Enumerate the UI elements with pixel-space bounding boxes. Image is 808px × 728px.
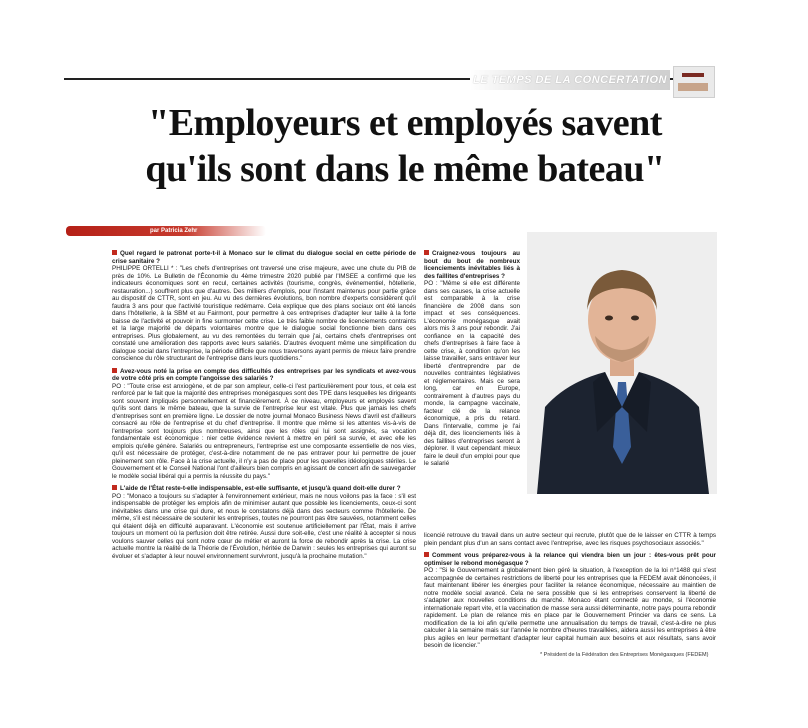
section-rubric: LE TEMPS DE LA CONCERTATION <box>470 70 670 90</box>
headline-line-2: qu'ils sont dans le même bateau" <box>145 148 665 190</box>
question-2: Avez-vous noté la prise en compte des difficultés des entreprises par les syndicats et avez-vous de votre côté pris en compte l'angoisse des salariés ? <box>112 367 416 382</box>
portrait-illustration <box>527 232 717 494</box>
right-bottom-column <box>424 532 716 655</box>
question-5: Comment vous préparez-vous à la relance qui viendra bien un jour : êtes-vous prêt pour optimiser le rebond monégasque ? <box>424 552 716 567</box>
footnote: * Président de la Fédération des Entreprises Monégasques (FEDEM) <box>540 652 709 658</box>
question-3: L'aide de l'État reste-t-elle indispensable, est-elle suffisante, et jusqu'à quand doit-elle durer ? <box>112 485 416 493</box>
answer-4: PO : "Même si elle est différente dans ses causes, la crise actuelle est comparable à la crise financière de 2008 dans son impact et ses conséquences. L'économie monégasque avait alors mis 3 ans pour rebondir. J'ai confiance en la capacité des chefs d'entreprises à faire face à cette crise, à condition qu'on les laisse travailler, sans entraver leur liberté d'entreprendre par de nouvelles contraintes législatives et réglementaires. Mais ce sera long, car en Europe, contrairement à d'autres pays du monde, la campagne vaccinale, facteur clé de la relance économique, a pris du retard. Dans l'intervalle, comme je l'ai déjà dit, des licenciements liés à des faillites d'entreprises seront à déplorer. Il vaut cependant mieux faire le deuil d'un emploi pour que le salarié <box>424 280 520 467</box>
answer-2: PO : "Toute crise est anxiogène, et de par son ampleur, celle-ci l'est particulièrement pour tous, et cela est renforcé par le fait que la majorité des entreprises monégasques sont des TPE dans lesquelles les dirigeants sont souvent impliqués personnellement et financièrement. À ce niveau, employeurs et employés savent qu'ils sont dans le même bateau, que la survie de l'entreprise leur est vitale. Plus que jamais les chefs d'entreprises sont en première ligne. Le dossier de notre journal Monaco Business News d'avril est d'ailleurs consacré au rôle de l'entreprise et du chef d'entreprise. Il montre que même si les attentes vis-à-vis de l'entreprise sont toujours plus nombreuses, ainsi que les rôles qui lui sont assignés, sa vocation fondamentale est économique : nier cette évidence revient à mettre en péril sa survie, et avec elle les emplois qu'elle génère. Salariés ou entrepreneurs, l'entreprise est une composante essentielle de nos vies, qu'il est nécessaire de protéger, c'est-à-dire notamment de ne pas entraver pour lui permettre de jouer pleinement son rôle. Face à la crise actuelle, il n'y a pas de place pour les querelles idéologiques stériles. Le Gouvernement et le Conseil National l'ont d'ailleurs bien compris en agissant de concert afin de sauvegarder le modèle social libéral qui a permis la réussite du pays." <box>112 382 416 480</box>
question-1: Quel regard le patronat porte-t-il à Monaco sur le climat du dialogue social en cette période de crise sanitaire ? <box>112 250 416 265</box>
answer-4-continuation: licencié retrouve du travail dans un autre secteur qui recrute, plutôt que de le laisser en CTTR à temps plein pendant plus d'un an sans contact avec l'entreprise, avec les risques psychosociaux associés." <box>424 532 716 547</box>
headline-line-1: "Employeurs et employés savent <box>148 102 662 144</box>
rubric-pictogram <box>673 66 715 98</box>
question-4: Craignez-vous toujours au bout du bout de nombreux licenciements inévitables liés à des faillites d'entreprises ? <box>424 250 520 280</box>
article-headline <box>60 100 750 192</box>
portrait-photo <box>527 232 717 494</box>
middle-column <box>424 250 520 473</box>
byline: par Patricia Zehr <box>150 228 198 234</box>
answer-3: PO : "Monaco a toujours su s'adapter à l'environnement extérieur, mais ne nous voilons pas la face : s'il est indispensable de protéger les emplois afin de minimiser autant que possible les licenciements, ceux-ci sont inévitables dans une crise qui dure, et nous le constatons déjà dans des secteurs comme l'hôtellerie. De même, s'il est nécessaire de soutenir les entreprises, toutes ne pourront pas être sauvées, notamment celles qui étaient déjà en difficulté auparavant. L'économie est soutenue artificiellement par l'État, mais il arrive toujours un moment où la perfusion doit être retirée. Aussi dure soit-elle, c'est une réalité à accepter si nous voulons sauver celles qui sont notre cœur de métier et auront la force de rebondir après la crise. La crise actuelle montre la réalité de la Théorie de l'Évolution, héritée de Darwin : seules les entreprises qui auront su évoluer et s'adapter à leur nouvel environnement survivront, jusqu'à la prochaine mutation." <box>112 492 416 560</box>
left-column <box>112 250 416 565</box>
answer-1: PHILIPPE ORTELLI * : "Les chefs d'entreprises ont traversé une crise majeure, avec une chute du PIB de près de 10%. Le Bulletin de l'Économie du 4ème trimestre 2020 publié par l'IMSEE a confirmé que les indicateurs économiques sont en recul, certaines activités (tourisme, congrès, événementiel, hôtellerie, restauration...) souffrent plus que d'autres. Des milliers d'emplois, pour l'instant maintenus pour partie grâce au dispositif de CTTR, sont en jeu. Au vu des dernières évolutions, bon nombre d'experts considèrent qu'il faudra 3 ans pour que l'activité touristique redémarre. Cela explique que des plans sociaux ont été lancés dans l'hôtellerie, à la SBM et au Fairmont, pour permettre à ces entreprises d'adapter leur taille à la forte baisse de l'activité et pouvoir in fine surmonter cette crise. Le très faible nombre de licenciements contraints et la large majorité de départs volontaires montre que le dialogue social fonctionne bien dans ces entreprises. Plus globalement, au vu des remontées du terrain que j'ai, certains chefs d'entreprises ont constaté une amélioration des rapports avec leurs salariés. D'autres évoquent même une simplification du dialogue social dans l'entreprise, la période difficile que nous traversons ayant permis de mieux faire prendre conscience du rôle structurant de l'entreprise dans leurs quotidiens." <box>112 265 416 362</box>
answer-5: PO : "Si le Gouvernement a globalement bien géré la situation, à l'exception de la loi n°1488 qui s'est accompagnée de certaines restrictions de liberté pour les entreprises que la FEDEM avait dénoncées, il faut maintenant libérer les énergies pour faciliter la relance économique, nécessaire au maintien de notre modèle social avancé. Cela ne sera possible que si les entreprises conservent la liberté de s'adapter aux nouvelles conditions du marché. Monaco étant connecté au monde, si l'économie internationale repart vite, et la vaccination de masse sera aussi déterminante, notre pays pourra rebondir rapidement. Le plan de relance mis en place par le Gouvernement Princier va dans ce sens. La modification de la loi afin qu'elle permette une annualisation du temps de travail, c'est-à-dire ne plus calculer à la semaine mais sur l'année le nombre d'heures travaillées, aidera aussi les entreprises à être plus agiles en leur permettant d'adapter leur capital humain aux besoins et aux résultats, sans avoir besoin de licencier." <box>424 567 716 649</box>
